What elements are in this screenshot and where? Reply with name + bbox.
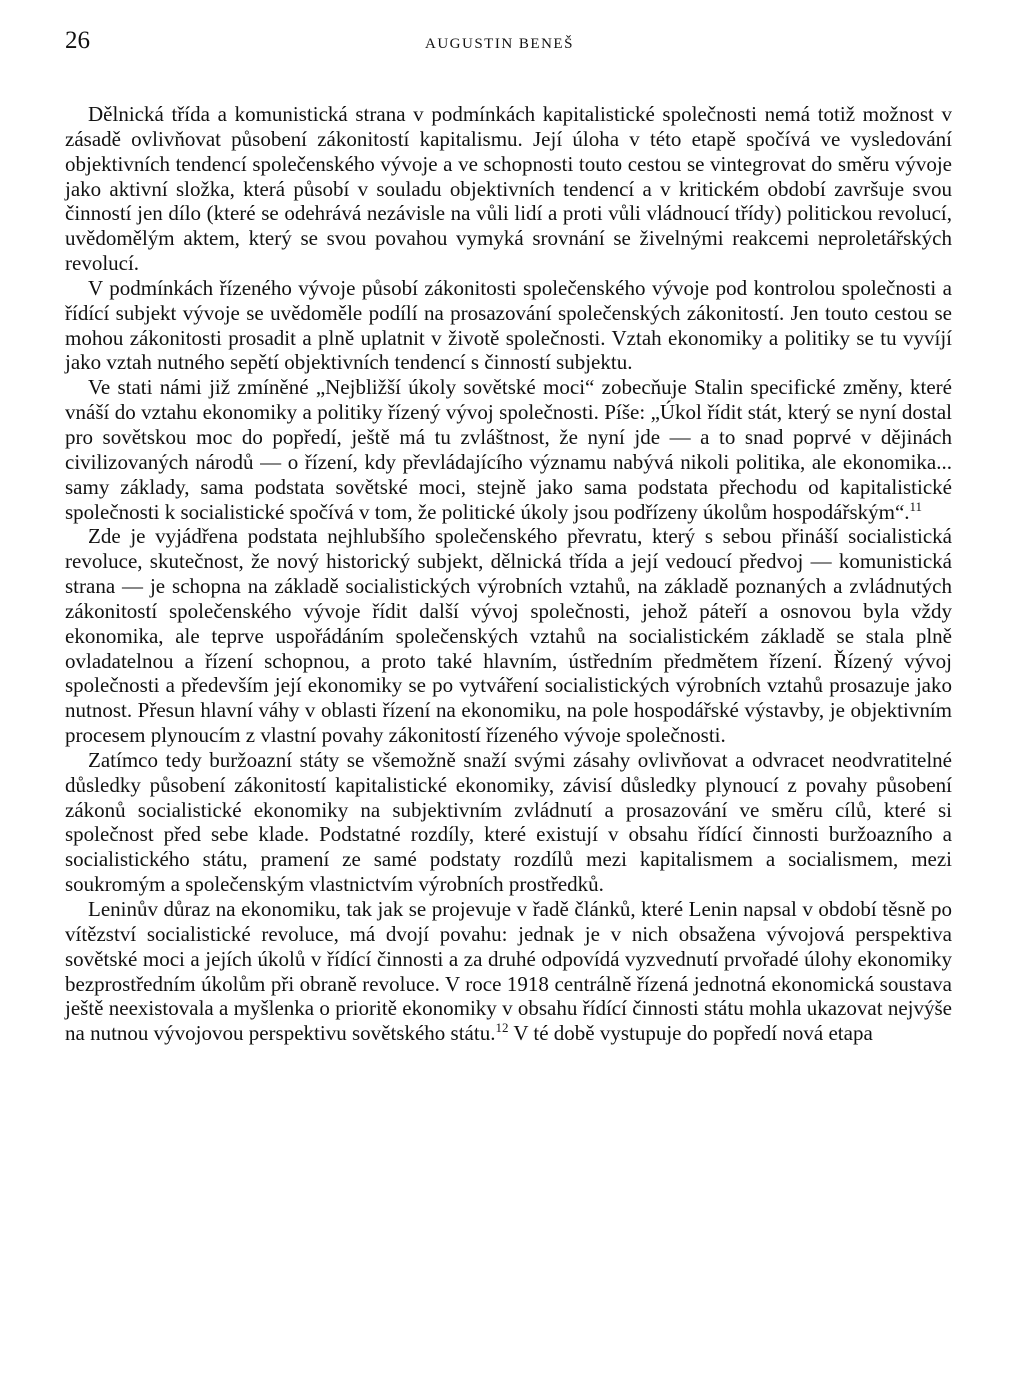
paragraph <box>65 897 952 1046</box>
paragraph <box>65 748 952 897</box>
book-page <box>65 26 952 1046</box>
paragraph-text: Zde je vyjádřena podstata nejhlubšího společenského převratu, který s sebou přináší socialistická revoluce, skutečnost, že nový historický subjekt, dělnická třída a její vedoucí předvoj — komunistická strana — je schopna na základě socialistických výrobních vztahů, na základě poznaných a zvládnutých zákonitostí společenského vývoje řídit další vývoj společnosti, jehož páteří a osnovou byla vždy ekonomika, ale teprve uspořádáním společenských vztahů na socialistickém základě se stala plně ovladatelnou a řízení schopnou, a proto také hlavním, ústředním předmětem řízení. Řízený vývoj společnosti a především její ekonomiky se po vytváření socialistických výrobních vztahů prosazuje jako nutnost. Přesun hlavní váhy v oblasti řízení na ekonomiku, na pole hospodářské výstavby, je objektivním procesem plynoucím z vlastní povahy zákonitostí řízeného vývoje společnosti. <box>65 524 952 748</box>
paragraph <box>65 102 952 276</box>
paragraph-text: Dělnická třída a komunistická strana v podmínkách kapitalistické společnosti nemá totiž možnost v zásadě ovlivňovat působení zákonitostí kapitalismu. Její úloha v této etapě spočívá ve vysledování objektivních tendencí společenského vývoje a ve schopnosti touto cestou se vintegrovat do směru vývoje jako aktivní složka, která působí v souladu objektivních tendencí a v kritickém období završuje svou činností jen dílo (které se odehrává nezávisle na vůli lidí a proti vůli vládnoucí třídy) politickou revolucí, uvědomělým aktem, který se svou povahou vymyká srovnání se živelnými reakcemi neproletářských revolucí. <box>65 102 952 276</box>
paragraph <box>65 375 952 524</box>
running-title: AUGUSTIN BENEŠ <box>425 36 574 52</box>
running-head <box>65 26 952 66</box>
footnote-reference: 12 <box>495 1020 509 1036</box>
paragraph-text: Zatímco tedy buržoazní státy se všemožně snaží svými zásahy ovlivňovat a odvracet neodvratitelné důsledky působení zákonitostí kapitalistické ekonomiky, závisí důsledky plynoucí z povahy působení zákonů socialistické ekonomiky na subjektivním zvládnutí a prosazování ve směru cílů, které si společnost před sebe klade. Podstatné rozdíly, které existují v obsahu řídící činnosti buržoazního a socialistického státu, pramení ze samé podstaty rozdílů mezi kapitalismem a socialismem, mezi soukromým a společenským vlastnictvím výrobních prostředků. <box>65 747 952 897</box>
paragraph <box>65 524 952 748</box>
page-number: 26 <box>65 27 90 54</box>
paragraph-text: Leninův důraz na ekonomiku, tak jak se projevuje v řadě článků, které Lenin napsal v období těsně po vítězství socialistické revoluce, má dvojí povahu: jednak je v nich obsažena vývojová perspektiva sovětské moci a jejích úkolů v řídící činnosti a za druhé odpovídá vyzvednutí prvořadé úlohy ekonomiky bezprostředním úkolům při obraně revoluce. V roce 1918 centrálně řízená jednotná ekonomická soustava ještě neexistovala a myšlenka o prioritě ekonomiky v obsahu řídící činnosti státu mohla ukazovat nejvýše na nutnou vývojovou perspektivu sovětského státu. <box>65 897 952 1046</box>
footnote-reference: 11 <box>909 498 923 514</box>
paragraph-text-continuation: V té době vystupuje do popředí nová etapa <box>508 1021 873 1046</box>
paragraph-text: V podmínkách řízeného vývoje působí zákonitosti společenského vývoje pod kontrolou společnosti a řídící subjekt vývoje se uvědoměle podílí na prosazování společenských zákonitostí. Jen touto cestou se mohou zákonitosti prosadit a plně uplatnit v životě společnosti. Vztah ekonomiky a politiky se tu vyvíjí jako vztah nutného sepětí objektivních tendencí s činností subjektu. <box>65 275 952 375</box>
body-text <box>65 102 952 1046</box>
paragraph <box>65 276 952 375</box>
paragraph-text: Ve stati námi již zmíněné „Nejbližší úkoly sovětské moci“ zobecňuje Stalin specifické změny, které vnáší do vztahu ekonomiky a politiky řízený vývoj společnosti. Píše: „Úkol řídit stát, který se nyní dostal pro sovětskou moc do popředí, ještě má tu zvláštnost, že nyní jde — a to snad poprvé v dějinách civilizovaných národů — o řízení, kdy převládajícího významu nabývá nikoli politika, ale ekonomika... samy základy, sama podstata sovětské moci, stejně jako sama podstata přechodu od kapitalistické společnosti k socialistické spočívá v tom, že politické úkoly jsou podřízeny úkolům hospodářským“. <box>65 375 952 524</box>
